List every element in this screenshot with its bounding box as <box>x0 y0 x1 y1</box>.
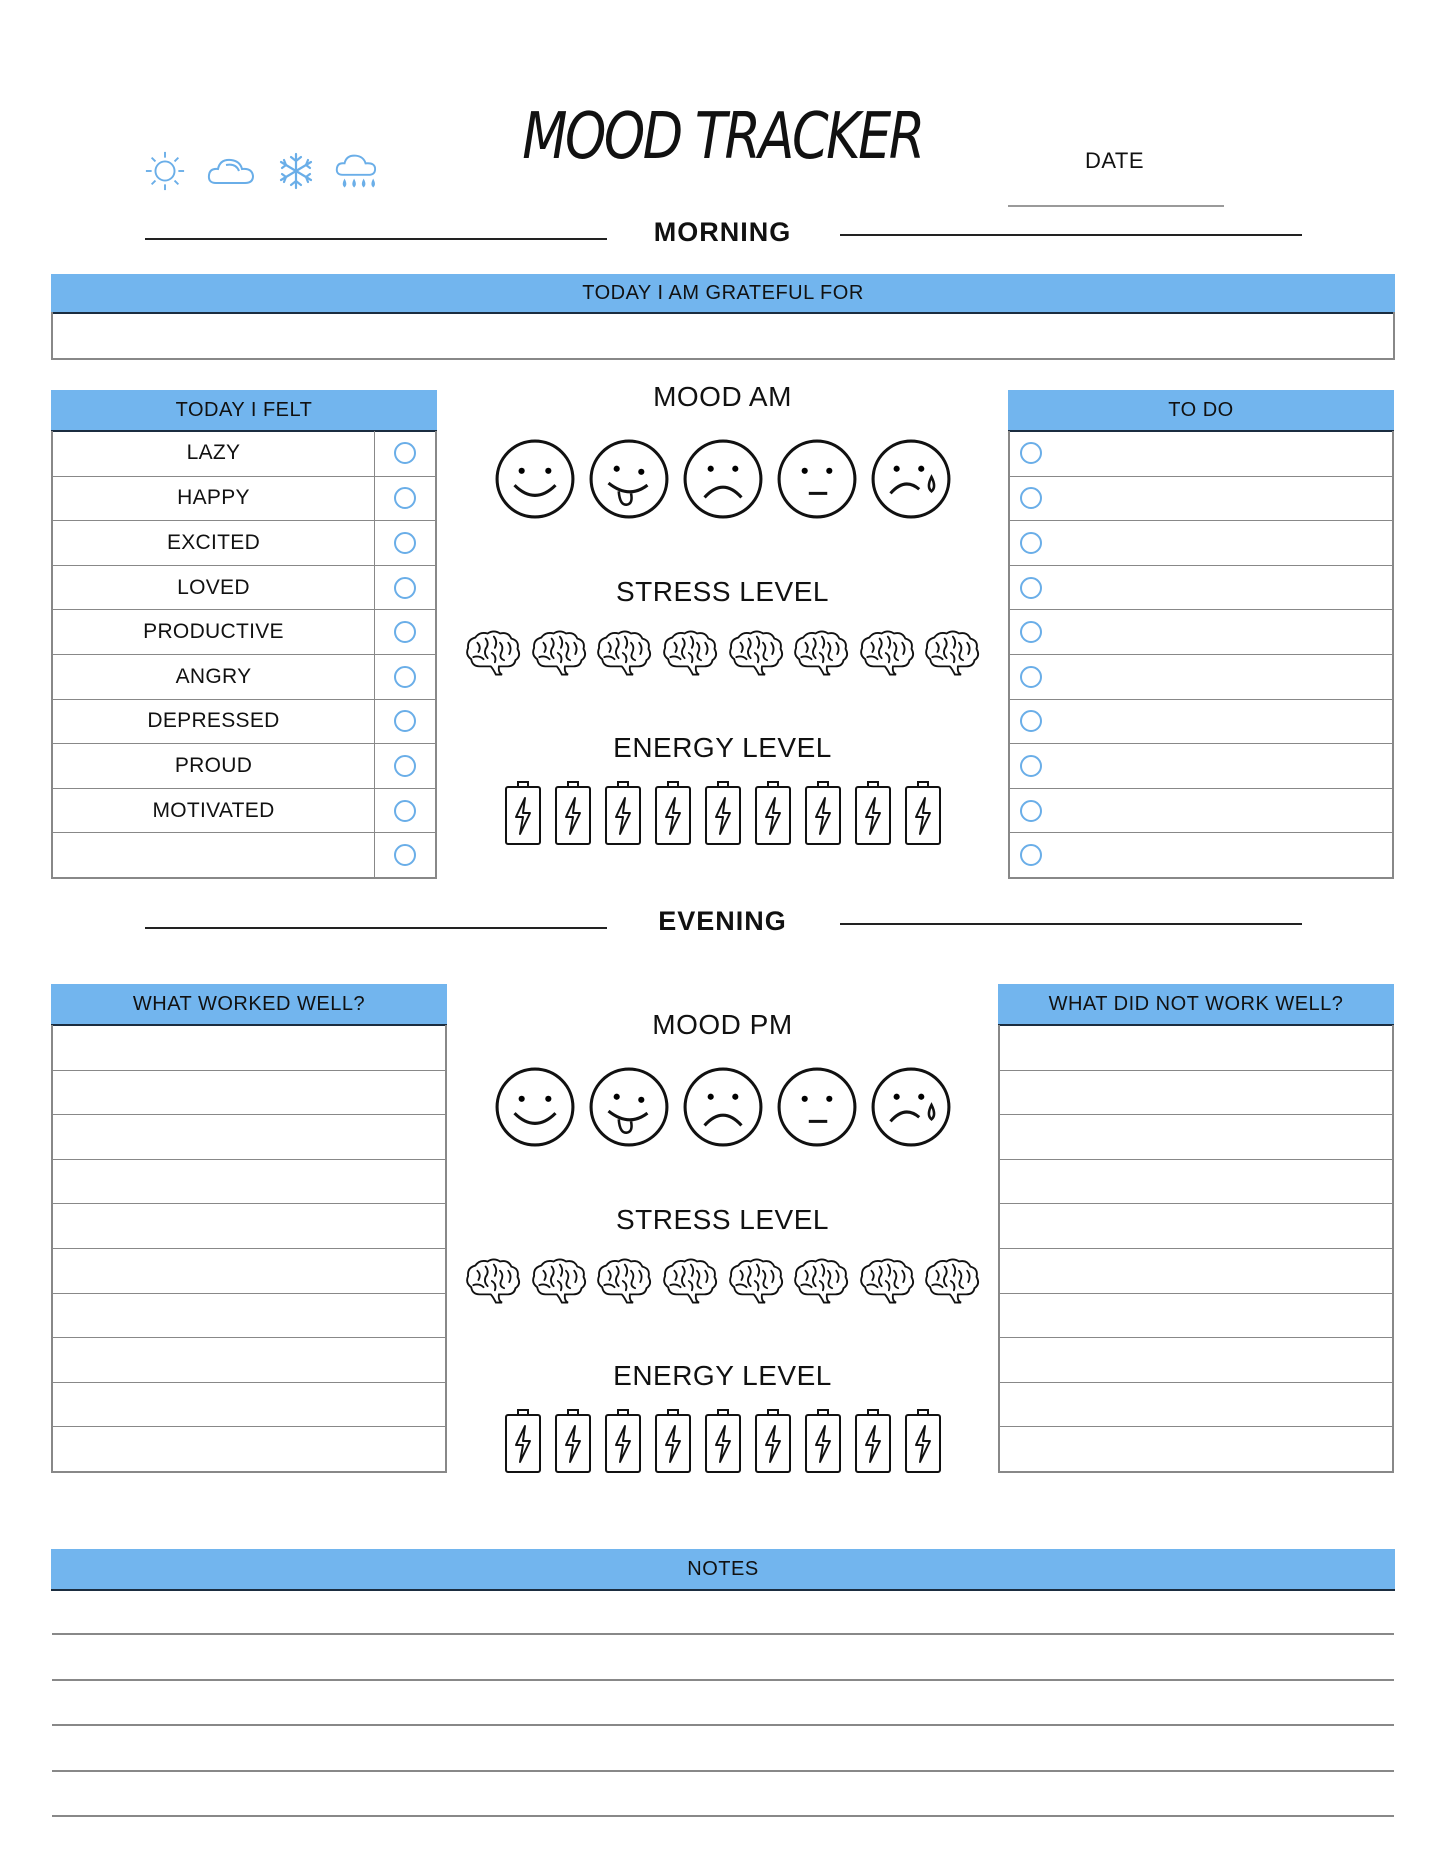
felt-checkbox[interactable] <box>394 800 416 822</box>
date-field-line[interactable] <box>1008 205 1224 207</box>
todo-table <box>1008 431 1394 879</box>
battery-icon[interactable] <box>853 1408 893 1474</box>
felt-label: DEPRESSED <box>53 700 375 744</box>
worked-well-row[interactable] <box>53 1025 445 1070</box>
worked-well-row[interactable] <box>53 1114 445 1159</box>
not-worked-row[interactable] <box>1000 1426 1392 1471</box>
todo-row[interactable] <box>1010 788 1392 833</box>
battery-icon[interactable] <box>853 780 893 846</box>
energy-am-label: ENERGY LEVEL <box>613 732 832 763</box>
worked-well-table <box>51 1025 447 1473</box>
battery-icon[interactable] <box>753 1408 793 1474</box>
brain-icon[interactable] <box>463 628 523 678</box>
page-title: MOOD TRACKER <box>522 100 923 174</box>
brain-icon[interactable] <box>791 1256 851 1306</box>
felt-label: LAZY <box>53 431 375 476</box>
brain-icon[interactable] <box>922 1256 982 1306</box>
notes-header: NOTES <box>51 1549 1395 1591</box>
stress-am-brains <box>460 628 985 678</box>
morning-rule-right <box>840 234 1302 236</box>
notes-line[interactable] <box>52 1815 1394 1817</box>
energy-pm-batteries <box>460 1408 985 1474</box>
todo-row[interactable] <box>1010 476 1392 521</box>
neutral-face-icon[interactable] <box>776 438 858 520</box>
todo-checkbox[interactable] <box>1020 666 1042 688</box>
worked-well-header: WHAT WORKED WELL? <box>51 984 447 1026</box>
battery-icon[interactable] <box>903 780 943 846</box>
todo-row[interactable] <box>1010 699 1392 744</box>
felt-row <box>53 565 435 610</box>
battery-icon[interactable] <box>603 1408 643 1474</box>
brain-icon[interactable] <box>857 628 917 678</box>
not-worked-row[interactable] <box>1000 1159 1392 1204</box>
felt-label: PROUD <box>53 744 375 788</box>
mood-am-label: MOOD AM <box>653 381 792 412</box>
battery-icon[interactable] <box>653 1408 693 1474</box>
frown-face-icon[interactable] <box>682 438 764 520</box>
todo-checkbox[interactable] <box>1020 442 1042 464</box>
todo-checkbox[interactable] <box>1020 800 1042 822</box>
todo-row[interactable] <box>1010 654 1392 699</box>
felt-checkbox[interactable] <box>394 844 416 866</box>
mood-pm-label: MOOD PM <box>652 1009 793 1040</box>
battery-icon[interactable] <box>903 1408 943 1474</box>
grateful-input[interactable] <box>51 312 1395 360</box>
felt-row <box>53 431 435 476</box>
brain-icon[interactable] <box>463 1256 523 1306</box>
todo-header: TO DO <box>1008 390 1394 432</box>
battery-icon[interactable] <box>553 1408 593 1474</box>
worked-well-row[interactable] <box>53 1293 445 1338</box>
not-worked-row[interactable] <box>1000 1382 1392 1427</box>
battery-icon[interactable] <box>503 780 543 846</box>
felt-label: EXCITED <box>53 521 375 565</box>
brain-icon[interactable] <box>857 1256 917 1306</box>
brain-icon[interactable] <box>529 628 589 678</box>
todo-row[interactable] <box>1010 743 1392 788</box>
battery-icon[interactable] <box>653 780 693 846</box>
smile-face-icon[interactable] <box>494 1066 576 1148</box>
felt-checkbox[interactable] <box>394 532 416 554</box>
felt-table <box>51 431 437 879</box>
mood-pm-faces <box>460 1066 985 1148</box>
todo-checkbox[interactable] <box>1020 577 1042 599</box>
felt-checkbox[interactable] <box>394 577 416 599</box>
todo-row[interactable] <box>1010 565 1392 610</box>
felt-label: ANGRY <box>53 655 375 699</box>
not-worked-row[interactable] <box>1000 1293 1392 1338</box>
felt-row <box>53 654 435 699</box>
snowflake-icon[interactable] <box>276 150 316 192</box>
energy-pm-label: ENERGY LEVEL <box>613 1360 832 1391</box>
felt-checkbox[interactable] <box>394 755 416 777</box>
cloud-icon[interactable] <box>206 150 256 192</box>
todo-checkbox[interactable] <box>1020 621 1042 643</box>
not-worked-row[interactable] <box>1000 1070 1392 1115</box>
frown-face-icon[interactable] <box>682 1066 764 1148</box>
not-worked-row[interactable] <box>1000 1337 1392 1382</box>
tongue-face-icon[interactable] <box>588 1066 670 1148</box>
felt-label: MOTIVATED <box>53 789 375 833</box>
brain-icon[interactable] <box>726 1256 786 1306</box>
brain-icon[interactable] <box>922 628 982 678</box>
worked-well-row[interactable] <box>53 1070 445 1115</box>
battery-icon[interactable] <box>603 780 643 846</box>
date-label: DATE <box>1085 148 1145 173</box>
felt-label: LOVED <box>53 566 375 610</box>
felt-row <box>53 743 435 788</box>
todo-checkbox[interactable] <box>1020 487 1042 509</box>
worked-well-row[interactable] <box>53 1382 445 1427</box>
battery-icon[interactable] <box>703 780 743 846</box>
felt-row <box>53 476 435 521</box>
evening-heading: EVENING <box>658 906 787 936</box>
todo-checkbox[interactable] <box>1020 755 1042 777</box>
worked-well-row[interactable] <box>53 1337 445 1382</box>
brain-icon[interactable] <box>660 1256 720 1306</box>
brain-icon[interactable] <box>726 628 786 678</box>
felt-checkbox[interactable] <box>394 487 416 509</box>
brain-icon[interactable] <box>594 628 654 678</box>
felt-label: HAPPY <box>53 477 375 521</box>
morning-heading: MORNING <box>653 217 792 247</box>
felt-checkbox[interactable] <box>394 666 416 688</box>
felt-row <box>53 609 435 654</box>
not-worked-table <box>998 1025 1394 1473</box>
worked-well-row[interactable] <box>53 1203 445 1248</box>
felt-checkbox[interactable] <box>394 442 416 464</box>
not-worked-row[interactable] <box>1000 1025 1392 1070</box>
felt-checkbox[interactable] <box>394 621 416 643</box>
grateful-header: TODAY I AM GRATEFUL FOR <box>51 274 1395 314</box>
smile-face-icon[interactable] <box>494 438 576 520</box>
battery-icon[interactable] <box>503 1408 543 1474</box>
felt-row <box>53 788 435 833</box>
stress-pm-label: STRESS LEVEL <box>616 1204 829 1235</box>
worked-well-row[interactable] <box>53 1426 445 1471</box>
notes-line[interactable] <box>52 1633 1394 1635</box>
not-worked-row[interactable] <box>1000 1248 1392 1293</box>
todo-row[interactable] <box>1010 609 1392 654</box>
sun-icon[interactable] <box>143 150 187 192</box>
mood-am-faces <box>460 438 985 520</box>
battery-icon[interactable] <box>703 1408 743 1474</box>
not-worked-row[interactable] <box>1000 1114 1392 1159</box>
notes-line[interactable] <box>52 1724 1394 1726</box>
todo-row[interactable] <box>1010 832 1392 877</box>
not-worked-header: WHAT DID NOT WORK WELL? <box>998 984 1394 1026</box>
battery-icon[interactable] <box>803 780 843 846</box>
todo-checkbox[interactable] <box>1020 844 1042 866</box>
felt-row <box>53 520 435 565</box>
todo-checkbox[interactable] <box>1020 532 1042 554</box>
notes-line[interactable] <box>52 1679 1394 1681</box>
rain-cloud-icon[interactable] <box>333 150 379 192</box>
felt-row <box>53 699 435 744</box>
worked-well-row[interactable] <box>53 1159 445 1204</box>
battery-icon[interactable] <box>553 780 593 846</box>
felt-label[interactable] <box>53 833 375 877</box>
battery-icon[interactable] <box>753 780 793 846</box>
brain-icon[interactable] <box>594 1256 654 1306</box>
todo-checkbox[interactable] <box>1020 710 1042 732</box>
energy-am-batteries <box>460 780 985 846</box>
felt-row <box>53 832 435 877</box>
neutral-face-icon[interactable] <box>776 1066 858 1148</box>
not-worked-row[interactable] <box>1000 1203 1392 1248</box>
todo-row[interactable] <box>1010 431 1392 476</box>
battery-icon[interactable] <box>803 1408 843 1474</box>
tongue-face-icon[interactable] <box>588 438 670 520</box>
worked-well-row[interactable] <box>53 1248 445 1293</box>
felt-header: TODAY I FELT <box>51 390 437 432</box>
notes-line[interactable] <box>52 1770 1394 1772</box>
brain-icon[interactable] <box>791 628 851 678</box>
todo-row[interactable] <box>1010 520 1392 565</box>
brain-icon[interactable] <box>529 1256 589 1306</box>
felt-checkbox[interactable] <box>394 710 416 732</box>
stress-am-label: STRESS LEVEL <box>616 576 829 607</box>
crying-face-icon[interactable] <box>870 438 952 520</box>
felt-label: PRODUCTIVE <box>53 610 375 654</box>
evening-rule-right <box>840 923 1302 925</box>
stress-pm-brains <box>460 1256 985 1306</box>
brain-icon[interactable] <box>660 628 720 678</box>
crying-face-icon[interactable] <box>870 1066 952 1148</box>
